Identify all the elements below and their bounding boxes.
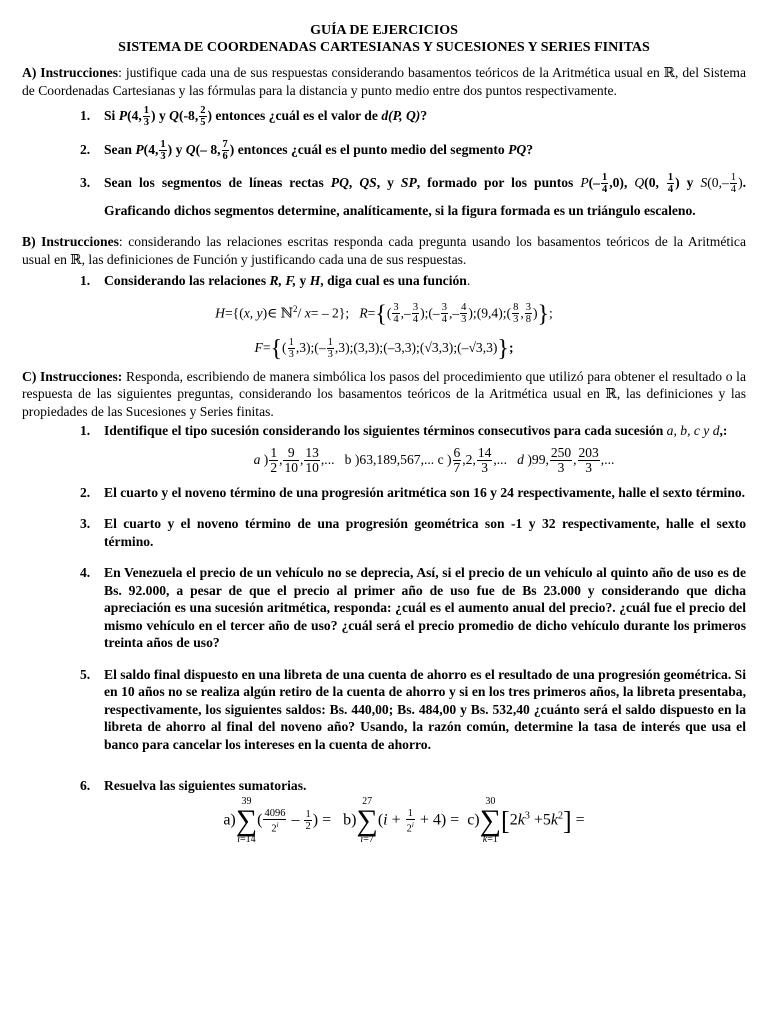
relation-f: F={( $\frac{1}{3}$ ,3);(– $\frac{1}{3}$ ,3);(3,3);(–3,3);(√3,3);(–√3,3)}; bbox=[254, 335, 514, 362]
question-c5: 5. El saldo final dispuesto en una libreta de una cuenta de ahorro es el resultado de una progresión geométrica. Si en 10 años no se realiza algún retiro de la cuenta de ahorro y si en los tres primeros años, la libreta presentaba, respectivamente, los siguientes saldos: Bs. 440,00; Bs. 484,00 y Bs. 532,40 ¿cuánto será el saldo dispuesto en la libreta de ahorro al final del noveno año? Usando, la razón común, determine la tasa de interés que usa el banco para cancelar los intereses en la cuenta de ahorro. bbox=[80, 666, 746, 752]
question-c6: 6. Resuelva las siguientes sumatorias. bbox=[80, 778, 307, 794]
question-c4: 4. En Venezuela el precio de un vehículo no se deprecia, Así, si el precio de un vehículo al quinto año de uso es de Bs. 92.000, a pesar de que el precio al primer año de uso fue de Bs 23.000 y considerando que dicha apreciación es una sucesión aritmética, responda: ¿cuál es el aumento anual del precio?. ¿cuál fue el precio del mismo vehículo en el tercer año de uso? ¿cuál será el precio promedio de dicho vehículo durante los primeros treinta años de uso? bbox=[80, 565, 746, 651]
sequences-line: a ) $\frac{1}{2}$ , $\frac{9}{10}$ , $\frac{13}{10}$ ,... b )63,189,567,... c ) $\frac{6}{7}$ ,2, $\frac{14}{3}$ ,... d )99, $\frac{250}{3}$ , $\frac{203}{3}$ ,... bbox=[253, 445, 615, 476]
section-c-instructions: C) Instrucciones: Responda, escribiendo de manera simbólica los pasos del procedimiento que utilizó para obtener el resultado o la respuesta de las siguientes preguntas, considerando los basamentos teóricos de la Aritmética usual en ℝ, las definiciones y las propiedades de las Sucesiones y Series finitas. bbox=[22, 368, 746, 419]
question-a3: 3. Sean los segmentos de líneas rectas PQ, QS, y SP, formado por los puntos P(– $\frac{1}{4}$ ,0), Q(0, $\frac{1}{4}$ ) y S(0,– $\frac{1}{4}$ ). Graficando dichos segmentos determine, analíticamente, si la figura formada es un triángulo escaleno. bbox=[80, 172, 746, 218]
question-b1: 1. Considerando las relaciones R, F, y H, diga cual es una función. bbox=[80, 273, 471, 288]
question-c3: 3. El cuarto y el noveno término de una progresión geométrica son -1 y 32 respectivamente, halle el sexto término. bbox=[80, 516, 746, 549]
section-a bbox=[22, 64, 746, 225]
section-b-instructions: B) Instrucciones: considerando las relaciones escritas responda cada pregunta usando los basamentos teóricos de la Aritmética usual en ℝ, las definiciones de Función y justificando cada una de sus respuestas. bbox=[22, 234, 746, 267]
question-a2: 2. Sean P(4, $\frac{1}{3}$ ) y Q(– 8, $\frac{7}{6}$ ) entonces ¿cuál es el punto medio del segmento PQ? bbox=[80, 139, 533, 163]
document-subtitle: SISTEMA DE COORDENADAS CARTESIANAS Y SUCESIONES Y SERIES FINITAS bbox=[118, 40, 650, 55]
question-c1: 1. Identifique el tipo sucesión considerando los siguientes términos consecutivos para cada sucesión a, b, c y d,: bbox=[80, 423, 728, 439]
summations-line: a) 39 ∑ i=14 ( $\frac{4096}{2^i}$ – $\frac{1}{2}$ ) = b) 27 ∑ i=7 (i + $\frac{1}{2^i}$ + 4) = c) 30 ∑ k=1 $[2k^3 +5k^2]$ = bbox=[223, 795, 585, 845]
question-a1: 1. Si P(4, $\frac{1}{3}$ ) y Q(-8, $\frac{2}{5}$ ) entonces ¿cuál es el valor de d(P, Q)? bbox=[80, 105, 428, 129]
section-c bbox=[22, 368, 746, 845]
document-title: GUÍA DE EJERCICIOS bbox=[310, 23, 458, 38]
relation-h-r: H={(x, y)∈ ℕ$^2$/ x= – 2}; R={( $\frac{3}{4}$ ,– $\frac{3}{4}$ );(– $\frac{3}{4}$ ,– $\frac{4}{3}$ );(9,4);( $\frac{8}{3}$ , $\frac{3}{8}$ )}; bbox=[215, 300, 553, 327]
document-page bbox=[22, 22, 746, 845]
section-a-instructions: A) Instrucciones: justifique cada una de sus respuestas considerando basamentos teóricos de la Aritmética usual en ℝ, del Sistema de Coordenadas Cartesianas y las fórmulas para la distancia y punto medio entre dos puntos respectivamente. bbox=[22, 65, 746, 98]
question-c2: 2. El cuarto y el noveno término de una progresión aritmética son 16 y 24 respectivamente, halle el sexto término. bbox=[80, 484, 746, 500]
section-b bbox=[22, 233, 746, 366]
